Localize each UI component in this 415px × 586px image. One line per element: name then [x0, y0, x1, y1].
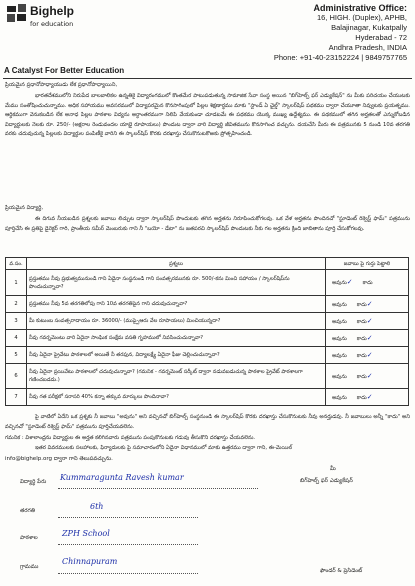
row-question: నీవు గవర్నమెంటు వారి ఏదైనా సాంఘిక సంక్షేమ వసతి గృహములో నివసించుచున్నావా? — [27, 330, 326, 347]
col-serial-header: వ.సం. — [6, 258, 27, 270]
row-question: నీవు ఏదైనా ప్రయివేటు పాఠశాలలో చదువుచున్నావా? (గమనిక - గవర్నమెంట్ సర్కీట్ ద్వారా నడువబడుచున్న పాఠశాల ప్రైవేట్ పాఠశాలగా గణించబడదు.) — [27, 364, 326, 389]
instruction-paragraph: ఈ దిగువ నీయబడిన ప్రశ్నలకు జవాబు లిచ్చుట ద్వారా స్కాలర్‌షిప్ పొందుటకు తగిన అర్హతను నిరూపించుకోగలవు. ఒక వేళ అర్హతను పొందినచో "స్టూడెంట్ రిక్వెస్ట్ ఫామ్" పత్రమును పూర్తిచేసి ఈ ప్రతిపై డైరెక్టర్ గారి, ప్రాంతీయ సమీర్ మెంబరుకు గాని నీ "బయో - డేటా" ను జతపరచి స్కాలర్‌షిప్ పొందుటకు నీకు గల అర్హతను క్రింది జాబితాను పూర్తి చేసుకోగలవు. — [5, 216, 410, 232]
answer-cell[interactable]: అవును కాదు✓ — [326, 347, 409, 364]
intro-paragraph: భారతదేశములోని నిరుపేద బాలబాలికల ఉన్నతికై విద్యారంగములో కొంతమేర పాటుపడుతున్న సామాజిక సేవా సంస్థ అయిన "బిగ్‌హెల్ప్ ఫర్ ఎడ్యుకేషన్" ను మీకు పరిచయం చేయుటకు మేము సంతోషించుచున్నాము. అధిక సహాయము అవసరములో విద్యాపరమైన కొనసాగింపులో పిల్లల శిక్షణార్థము మాకు "స్టాండ్ ఏ ఛైల్డ్" స్కాలర్‌షిప్ పథకము ద్వారా చేయూతా నివ్వుటకు ప్రయత్నము. ఆర్థికముగా వెనుకబడిన లేక అనాధ పిల్లల పాఠశాల విద్యను అర్ధాంతరముగా నిలిపి వేయకుండా చూడటమే ఈ పథకము యొక్క ముఖ్య ఉద్దేశ్యము. ఈ పథకములో తగిన అర్హతలతో ఎన్నుకోబడిన విద్యార్థులకు నెలకు రూ. 250/- (అక్షరాల రెండువందల యాభై రూపాయలు) పొందుట ద్వారా వారి విద్యార్థి జీవితమును కొనసాగించ వచ్చును. దయచేసి మీరు ఈ పత్రమునకు 5 నుండి 10వ తరగతి వరకు చదువుచున్న పిల్లలకు విద్యార్థుల పంపిణీకై వారిని ఈ స్కాలర్‌షిప్ కొరకు దరఖాస్తు చేసుకొనుటకొఱకు ప్రోత్సహించండి. — [5, 93, 410, 138]
brand-subtitle: for education — [30, 20, 74, 28]
checkmark-icon: ✓ — [366, 392, 373, 401]
checkmark-icon: ✓ — [366, 371, 373, 380]
student-name-label: విద్యార్థి పేరు — [20, 479, 47, 485]
row-question: ప్రస్తుతము నీవు 5వ తరగతిలోపు గాని 10వ తరగతిపైన గాని చదువుచున్నావా? — [27, 296, 326, 313]
note-text: గమనిక : విశాలాంధ్రను విద్యార్థుల ఈ అర్హత కలిగినవారు పత్రమును పంపుకొనుటకు గడువు తీసుకొని దరఖాస్తు చేయవలెను. — [5, 435, 256, 441]
row-number: 4 — [6, 330, 27, 347]
answer-cell[interactable]: అవును కాదు✓ — [326, 296, 409, 313]
office-line: Balajinagar, Kukatpally — [331, 23, 407, 32]
row-number: 3 — [6, 313, 27, 330]
row-question: నీవు ఏదైనా ప్రైవేటు పాఠశాలలో అయితే నీ తరఫున, విద్యాలక్ష్యే ఏదైనా ఫీజు చెల్లించుచున్నావా? — [27, 347, 326, 364]
answer-cell[interactable]: అవును కాదు✓ — [326, 389, 409, 406]
school-line — [58, 544, 198, 545]
table-row — [6, 296, 409, 313]
answer-cell[interactable]: అవును కాదు✓ — [326, 364, 409, 389]
contact-paragraph: ఇతర వివరములకు సలహాలకు, ఫిర్యాదులకు పై సమాచారంలోని ఏదైనా విధానములో మాకు ఉత్తరము ద్వారా గాని, ఈ-మెయిల్ — [35, 445, 293, 451]
row-question: నీవు గత పరీక్షలో సరాసరి 40% కన్నా తక్కువ మార్కులు పొందినావా? — [27, 389, 326, 406]
village-label: గ్రామము — [20, 564, 39, 570]
email-line: info@bighelp.org ద్వారా గాని తెలుపవచ్చును. — [5, 456, 113, 462]
row-number: 1 — [6, 270, 27, 296]
brand-name: Bighelp — [30, 4, 74, 18]
class-label: తరగతి — [20, 508, 36, 514]
table-row — [6, 313, 409, 330]
eligibility-table — [5, 257, 409, 406]
school-value[interactable]: ZPH School — [62, 529, 110, 538]
office-line: Andhra Pradesh, INDIA — [328, 43, 407, 52]
checkmark-icon: ✓ — [366, 333, 373, 342]
table-row — [6, 270, 409, 296]
col-answer-header: జవాబు పై గుర్తు పెట్టాలి — [326, 258, 409, 270]
answer-cell[interactable]: అవును కాదు✓ — [326, 313, 409, 330]
col-question-header: ప్రశ్నలు — [27, 258, 326, 270]
row-number: 6 — [6, 364, 27, 389]
eligibility-paragraph: పై వాటిలో ఏదేని ఒక ప్రశ్నకు నీ జవాబు "అవును" అని వచ్చినచో బిగ్‌హెల్ప్ సంస్థనుండి ఈ స్కాలర్‌షిప్ కొరకు దరఖాస్తు చేసుకొనుటకు నీవు అనర్హుడవు. నీ జవాబులు అన్నీ "కాదు" అని వచ్చినచో "స్టూడెంట్ రిక్వెస్ట్ ఫామ్" పత్రమును పూర్తిచేయవలెను. — [5, 414, 410, 430]
header-divider — [3, 78, 412, 79]
tagline: A Catalyst For Better Education — [4, 66, 125, 75]
office-line: 16, HIGH. (Duplex), APHB, — [316, 13, 407, 22]
table-row — [6, 347, 409, 364]
student-name-line — [58, 488, 258, 489]
table-row — [6, 330, 409, 347]
school-label: పాఠశాల — [20, 535, 38, 541]
village-line — [58, 573, 198, 574]
checkmark-icon: ✓ — [366, 316, 373, 325]
table-row — [6, 364, 409, 389]
class-line — [58, 517, 198, 518]
office-title: Administrative Office: — [313, 3, 407, 13]
table-header-row — [6, 258, 409, 270]
answer-cell[interactable]: అవును✓ కాదు — [326, 270, 409, 296]
checkmark-icon: ✓ — [366, 299, 373, 308]
office-address — [207, 3, 407, 63]
founder-title: ఫౌండర్ & ప్రెసిడెంట్ — [320, 568, 363, 574]
row-number: 7 — [6, 389, 27, 406]
org-signature: బిగ్‌హెల్ప్ ఫర్ ఎడ్యుకేషన్ — [300, 478, 353, 484]
row-number: 5 — [6, 347, 27, 364]
checkmark-icon: ✓ — [366, 350, 373, 359]
table-row — [6, 389, 409, 406]
answer-cell[interactable]: అవును కాదు✓ — [326, 330, 409, 347]
student-name-value[interactable]: Kummaragunta Ravesh kumar — [60, 473, 184, 482]
row-question: ప్రస్తుతము నీవు ప్రభుత్వమునుండి గాని ఏదైనా సంస్థనుండి గాని సంవత్సరమునకు రూ. 500/-కను మించి సహాయం / స్కాలర్‌షిప్‌ను పొందుచున్నావా? — [27, 270, 326, 296]
row-question: మీ కుటుంబ సంవత్సరాదాయం రూ. 36000/- (ముప్పైఆరు వేల రూపాయలు) మించియున్నదా? — [27, 313, 326, 330]
office-line: Hyderabad - 72 — [355, 33, 407, 42]
office-phone: Phone: +91-40-23152224 | 9849757765 — [273, 53, 407, 62]
checkmark-icon: ✓ — [346, 278, 353, 286]
salutation: ప్రియమైన ప్రధానోపాధ్యాయుడు లేక ప్రధానోపాధ్యాయిని, — [5, 82, 118, 88]
class-value[interactable]: 6th — [90, 502, 104, 511]
signoff: మీ — [330, 466, 336, 472]
row-number: 2 — [6, 296, 27, 313]
bighelp-logo-icon — [6, 3, 28, 23]
village-value[interactable]: Chinnapuram — [62, 557, 118, 566]
student-salutation: ప్రియమైన విద్యార్థి, — [5, 205, 44, 211]
